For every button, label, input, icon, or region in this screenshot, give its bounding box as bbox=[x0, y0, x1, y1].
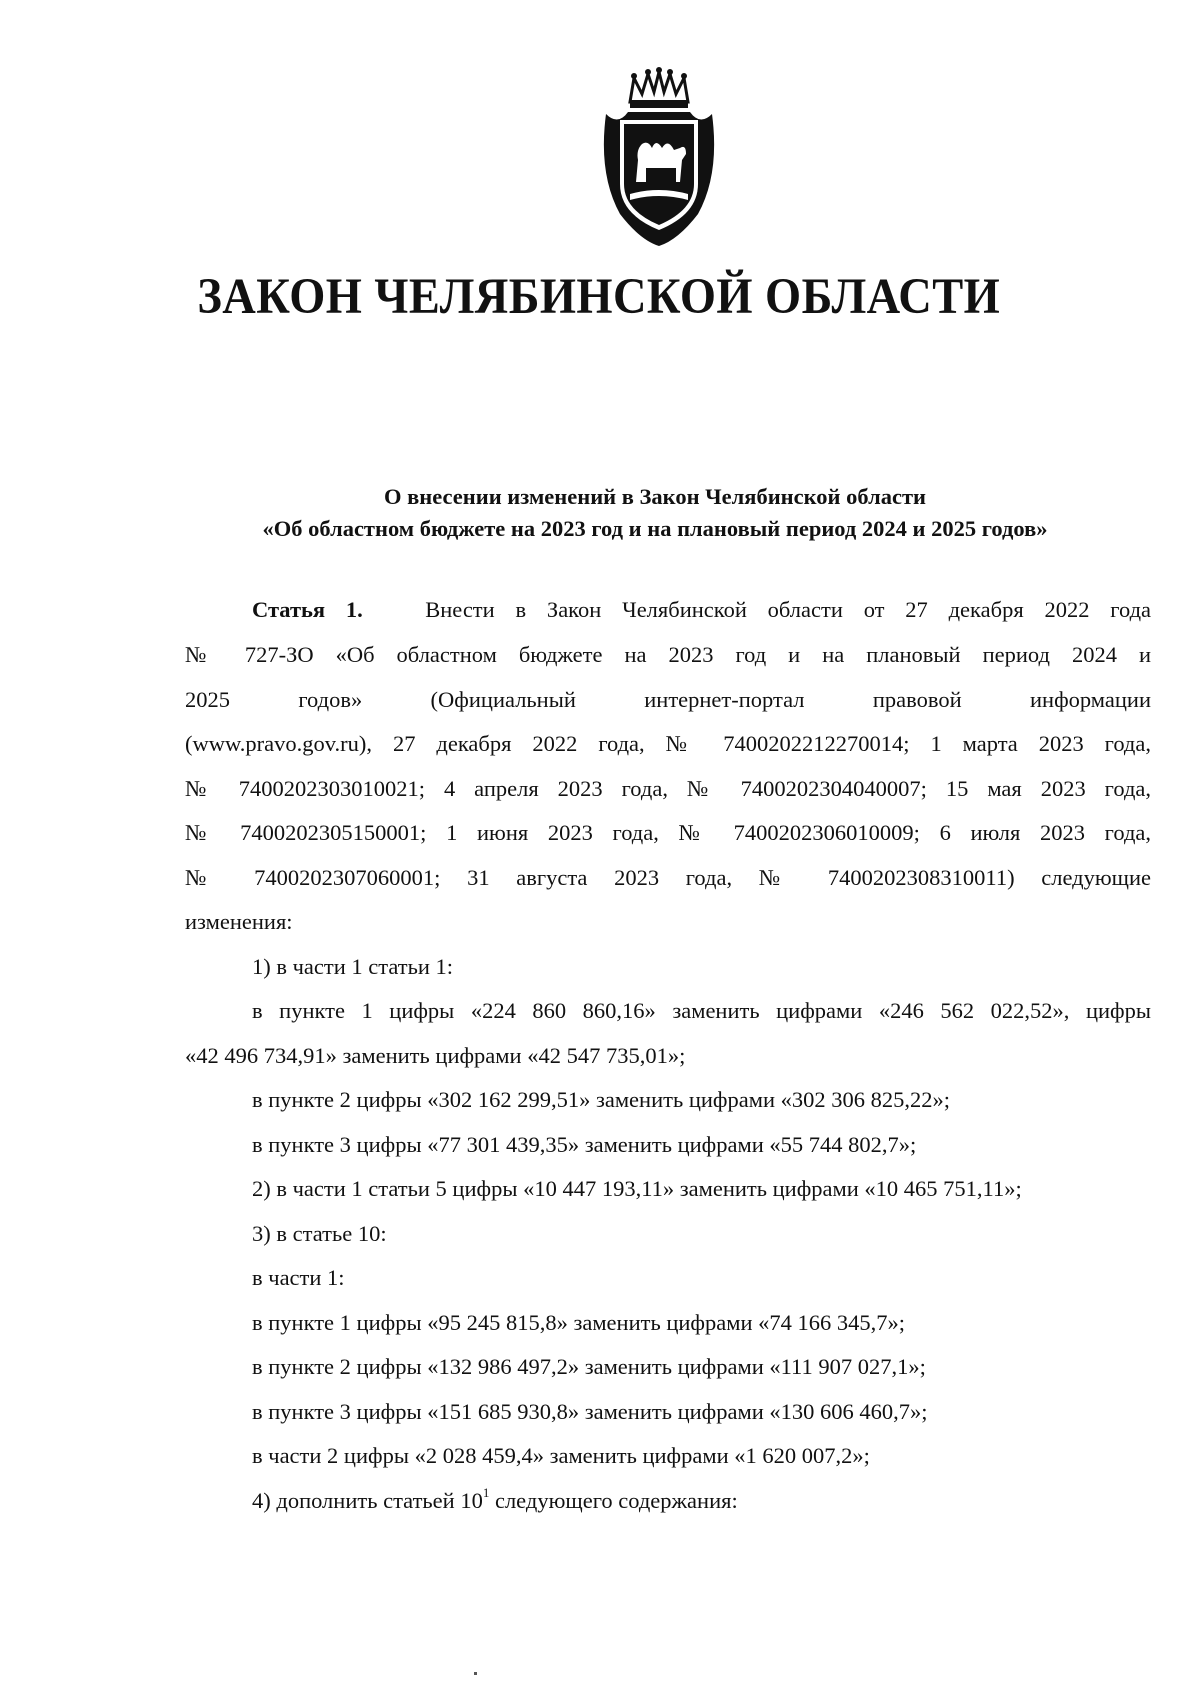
article-1-line-6: № 7400202305150001; 1 июня 2023 года, № 7400202306010009; 6 июля 2023 года, bbox=[185, 820, 1151, 845]
article-label: Статья 1. bbox=[252, 597, 363, 622]
item-1-point-1-line-1: в пункте 1 цифры «224 860 860,16» заменить цифрами «246 562 022,52», цифры bbox=[252, 998, 1151, 1023]
article-text: Внести в Закон Челябинской области от 27 декабря 2022 года bbox=[425, 597, 1152, 622]
item-4-superscript: 1 bbox=[482, 1485, 490, 1500]
law-title: ЗАКОН ЧЕЛЯБИНСКОЙ ОБЛАСТИ bbox=[197, 269, 1001, 325]
item-3-point-2: в пункте 2 цифры «132 986 497,2» заменить цифрами «111 907 027,1»; bbox=[252, 1354, 926, 1379]
article-1-line-7: № 7400202307060001; 31 августа 2023 года, № 7400202308310011) следующие bbox=[185, 865, 1151, 890]
item-1-point-2: в пункте 2 цифры «302 162 299,51» заменить цифрами «302 306 825,22»; bbox=[252, 1087, 951, 1112]
coat-of-arms-icon bbox=[590, 64, 728, 248]
item-1-point-1-line-2: «42 496 734,91» заменить цифрами «42 547 735,01»; bbox=[185, 1043, 686, 1068]
article-1-line-5: № 7400202303010021; 4 апреля 2023 года, № 7400202304040007; 15 мая 2023 года, bbox=[185, 776, 1151, 801]
item-3-part-2: в части 2 цифры «2 028 459,4» заменить цифрами «1 620 007,2»; bbox=[252, 1443, 870, 1468]
article-1-line-1 bbox=[252, 597, 1151, 623]
item-2: 2) в части 1 статьи 5 цифры «10 447 193,11» заменить цифрами «10 465 751,11»; bbox=[252, 1176, 1022, 1201]
item-3-heading: 3) в статье 10: bbox=[252, 1221, 387, 1246]
law-subtitle-line-1: О внесении изменений в Закон Челябинской области bbox=[384, 484, 926, 509]
item-1-point-3: в пункте 3 цифры «77 301 439,35» заменить цифрами «55 744 802,7»; bbox=[252, 1132, 917, 1157]
item-3-point-3: в пункте 3 цифры «151 685 930,8» заменить цифрами «130 606 460,7»; bbox=[252, 1399, 928, 1424]
article-1-line-4: (www.pravo.gov.ru), 27 декабря 2022 года, № 7400202212270014; 1 марта 2023 года, bbox=[185, 731, 1151, 756]
item-4-text-end: следующего содержания: bbox=[489, 1488, 738, 1513]
item-1-heading: 1) в части 1 статьи 1: bbox=[252, 954, 454, 979]
item-4 bbox=[252, 1485, 738, 1514]
law-subtitle-line-2: «Об областном бюджете на 2023 год и на плановый период 2024 и 2025 годов» bbox=[262, 516, 1048, 541]
item-4-text: 4) дополнить статьей 10 bbox=[252, 1488, 483, 1513]
item-3-part-1: в части 1: bbox=[252, 1265, 345, 1290]
article-1-line-2: № 727-ЗО «Об областном бюджете на 2023 год и на плановый период 2024 и bbox=[185, 642, 1151, 667]
scan-dot bbox=[474, 1672, 477, 1675]
article-1-line-8: изменения: bbox=[185, 909, 293, 934]
article-1-line-3: 2025 годов» (Официальный интернет-портал правовой информации bbox=[185, 687, 1151, 712]
item-3-point-1: в пункте 1 цифры «95 245 815,8» заменить цифрами «74 166 345,7»; bbox=[252, 1310, 906, 1335]
